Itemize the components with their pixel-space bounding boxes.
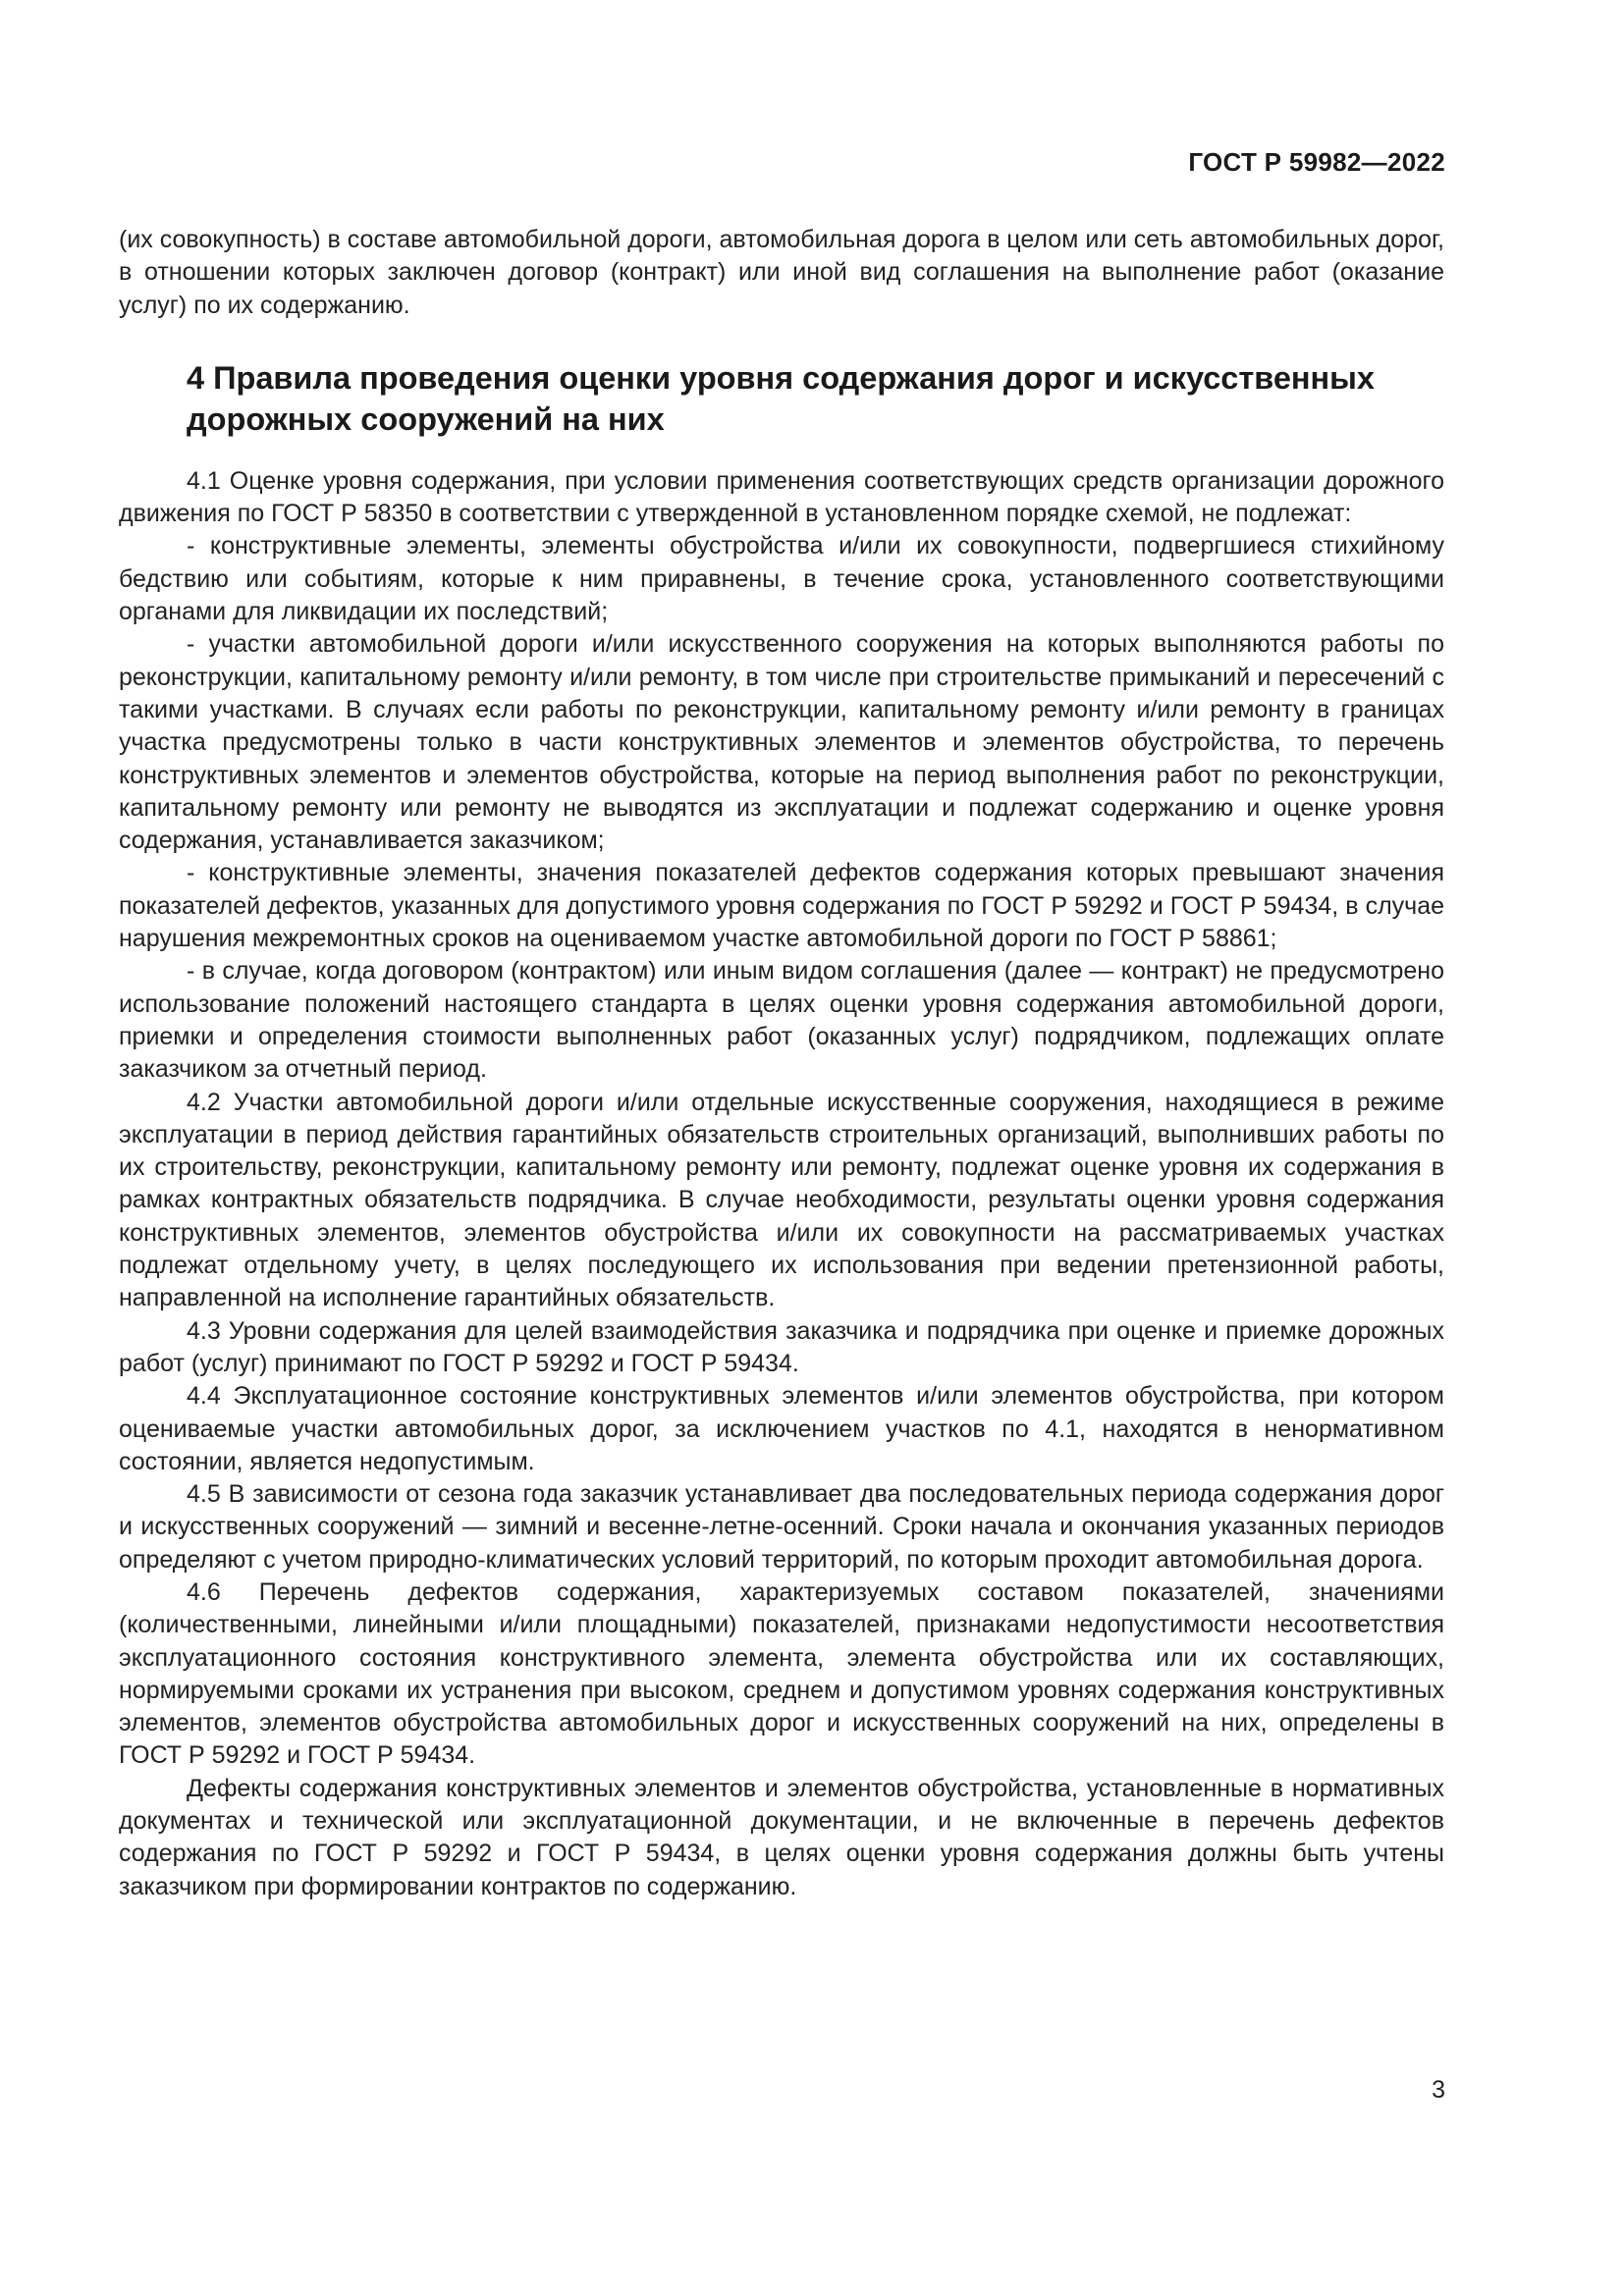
document-body: [119, 224, 1444, 1903]
intro-paragraph: (их совокупность) в составе автомобильной дороги, автомобильная дорога в целом или сеть автомобильных дорог, в отношении которых заключен договор (контракт) или иной вид соглашения на выполнение работ (оказание услуг) по их содержанию.: [119, 226, 1444, 319]
document-code: ГОСТ Р 59982—2022: [1188, 147, 1445, 177]
paragraph-defects: Дефекты содержания конструктивных элементов и элементов обустройства, установленные в нормативных документах и технической или эксплуатационной документации, и не включенные в перечень дефектов содержания по ГОСТ Р 59292 и ГОСТ Р 59434, в целях оценки уровня содержания должны быть учтены заказчиком при формировании контрактов по содержанию.: [119, 1774, 1444, 1900]
paragraph-4-6: 4.6 Перечень дефектов содержания, характеризуемых составом показателей, значениями (количественными, линейными и/или площадными) показателей, признаками недопустимости несоответствия эксплуатационного состояния конструктивного элемента, элемента обустройства или их составляющих, нормируемыми сроками их устранения при высоком, среднем и допустимом уровнях содержания конструктивных элементов, элементов обустройства автомобильных дорог и искусственных сооружений на них, определены в ГОСТ Р 59292 и ГОСТ Р 59434.: [119, 1577, 1444, 1770]
list-item-natural-disaster: - конструктивные элементы, элементы обустройства и/или их совокупности, подвергшиеся стихийному бедствию или событиям, которые к ним приравнены, в течение срока, установленного соответствующими органами для ликвидации их последствий;: [119, 532, 1444, 626]
paragraph-4-2: 4.2 Участки автомобильной дороги и/или отдельные искусственные сооружения, находящиеся в режиме эксплуатации в период действия гарантийных обязательств строительных организаций, выполнивших работы по их строительству, реконструкции, капитальному ремонту или ремонту, подлежат оценке уровня их содержания в рамках контрактных обязательств подрядчика. В случае необходимости, результаты оценки уровня содержания конструктивных элементов, элементов обустройства и/или их совокупности на рассматриваемых участках подлежат отдельному учету, в целях последующего их использования при ведении претензионной работы, направленной на исполнение гарантийных обязательств.: [119, 1088, 1444, 1312]
paragraph-4-3: 4.3 Уровни содержания для целей взаимодействия заказчика и подрядчика при оценке и приемке дорожных работ (услуг) принимают по ГОСТ Р 59292 и ГОСТ Р 59434.: [119, 1316, 1444, 1377]
list-item-repair-terms: - конструктивные элементы, значения показателей дефектов содержания которых превышают значения показателей дефектов, указанных для допустимого уровня содержания по ГОСТ Р 59292 и ГОСТ Р 59434, в случае нарушения межремонтных сроков на оцениваемом участке автомобильной дороги по ГОСТ Р 58861;: [119, 859, 1444, 953]
page-number: 3: [1432, 2076, 1445, 2104]
list-item-contract: - в случае, когда договором (контрактом) или иным видом соглашения (далее — контракт) не предусмотрено использование положений настоящего стандарта в целях оценки уровня содержания автомобильной дороги, приемки и определения стоимости выполненных работ (оказанных услуг) подрядчиком, подлежащих оплате заказчиком за отчетный период.: [119, 957, 1444, 1084]
paragraph-4-1: 4.1 Оценке уровня содержания, при условии применения соответствующих средств организации дорожного движения по ГОСТ Р 58350 в соответствии с утвержденной в установленном порядке схемой, не подлежат:: [119, 466, 1444, 528]
section-title: 4 Правила проведения оценки уровня содержания дорог и искусственных дорожных сооружений на них: [187, 359, 1376, 437]
list-item-reconstruction: - участки автомобильной дороги и/или искусственного сооружения на которых выполняются работы по реконструкции, капитальному ремонту и/или ремонту, в том числе при строительстве примыканий и пересечений с такими участками. В случаях если работы по реконструкции, капитальному ремонту и/или ремонту в границах участка предусмотрены только в части конструктивных элементов и элементов обустройства, то перечень конструктивных элементов и элементов обустройства, которые на период выполнения работ по реконструкции, капитальному ремонту или ремонту не выводятся из эксплуатации и подлежат содержанию и оценке уровня содержания, устанавливается заказчиком;: [119, 630, 1444, 855]
paragraph-4-4: 4.4 Эксплуатационное состояние конструктивных элементов и/или элементов обустройства, при котором оцениваемые участки автомобильных дорог, за исключением участков по 4.1, находятся в ненормативном состоянии, является недопустимым.: [119, 1382, 1444, 1475]
paragraph-4-5: 4.5 В зависимости от сезона года заказчик устанавливает два последовательных периода содержания дорог и искусственных сооружений — зимний и весенне-летне-осенний. Сроки начала и окончания указанных периодов определяют с учетом природно-климатических условий территорий, по которым проходит автомобильная дорога.: [119, 1480, 1444, 1574]
